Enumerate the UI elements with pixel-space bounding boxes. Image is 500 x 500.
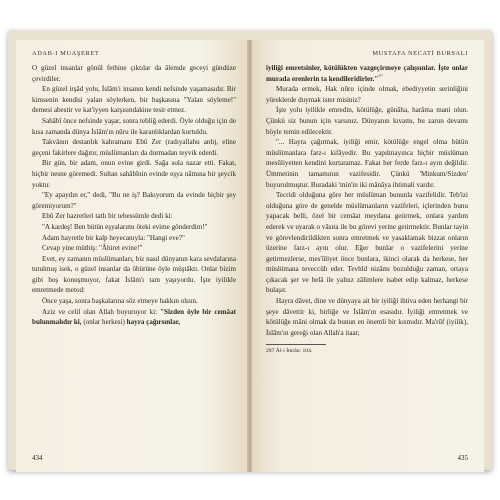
text-segment: Cevap yine müthiş: "Âhiret evine!" [42, 244, 143, 253]
text-segment: Hayra dâvet, dine ve dünyaya ait bir iyiliği ihtiva eden herhangi bir şeye dâvettir ki, birliğe ve İslâm'ın esasıdır. İyiliği emretmek ve kötülüğe mâni olmak da bunun en önemli bir kısmıdır. Ma'rûf (iyilik), İslâm'ın gereği olan Allah'a itaat; [266, 297, 468, 337]
text-segment: Murada ermek, Hak nûru içinde olmak, ebediyyetin serinliğini yüreklerde duymak ister misiniz? [266, 85, 468, 104]
text-segment: Sahâbî önce nefsinde yaşar, sonra tebliğ ederdi. Öyle olduğu için de kısa zamanda dünya İslâm'ın nûru ile karanlıklardan kurtuldu. [32, 116, 236, 136]
right-running-head: MUSTAFA NECATİ BURSALI [372, 50, 468, 57]
left-page-number: 434 [32, 454, 43, 462]
footnote: 297 Âl-i İmrân: 104. [266, 348, 313, 355]
footnote-rule [266, 344, 326, 345]
text-segment: İşte yolu iyilikle emredin, kötülüğe, günâha, harâma mani olun. Çünkü siz bunun için varsınız. Dünyanın kıvamı, bu zarun devamı böyle temin edilecektir. [266, 106, 468, 136]
right-page-number: 435 [457, 454, 468, 462]
text-segment: hayra çağırsınlar, [126, 318, 181, 327]
paragraph [266, 63, 468, 84]
text-segment: Takvânın destanlık kahramanı Ebû Zer (radıyallahu anh), eline geçeni fakirlere dağıtır, müslümanları da durmadan teyvik ederdi. [32, 138, 236, 157]
text-segment: Önce yaşa, sonra başkalarına söz etmeye hakkın olsun. [42, 297, 198, 306]
left-running-head: ADAB-I MUAŞERET [32, 50, 100, 57]
paragraph [32, 222, 236, 233]
paragraph [32, 296, 236, 307]
text-segment: iyiliği emretsinler, kötülükten vazgeçirmeye çalışsınlar. İşte onlar murada erenlerin ta kendileridirler." [266, 64, 468, 83]
right-page-text [266, 63, 468, 338]
text-segment: "... Hayra çağırmak, iyiliği emir, kötülüğe engel olma bütün müslümanlara farz-ı kifâyedir. Bu yapılmayınca hiçbir müslüman mesûliyetten kendini kurtaramaz. Fakat her ferde farz-ı ayın değildir. Ümmetinin tamamının vazifesidir. Çünkü 'Minkum/Sizden' buyurulmuştur. Buradaki 'min'in iki mânâya ihtimali vardır. [266, 138, 468, 189]
left-page-text [32, 63, 236, 328]
text-segment: "Sizden öyle bir cemâat bulunmalıdır ki, [32, 307, 236, 327]
paragraph [32, 254, 236, 296]
paragraph [266, 105, 468, 137]
paragraph [266, 137, 468, 190]
paragraph [32, 137, 236, 158]
footnote-marker: ²⁹⁷ [378, 73, 383, 79]
text-segment: Tecridi olduğuna göre her müslüman bununla vazifelidir. Teb'izi olduğuna göre de genelde müslümanların vazifeleri, içlerinden bunu yapacak belli, özel bir cemâat meydana getirmek, onlara yardım ederek ve uyarak o vâsıta ile bu görevi yerine getirmektir. Bunlar tayin ve görevlendirildikten sonra emretmek ve yasaklamak bizzat onların üzerine farz-ı ayın olur. Eğer bunlar o vazifelerini yerine getirmezlerse, mes'ûliyet önce bunlara, ikinci olarak da herkese, her müslümana teveccüh eder. Tevhîd nizâmı bozulduğu zaman, ortaya çıkacak şer ve belâ ile yalnız zâlimlere isabet edip kalmaz, herkese bulaşır. [266, 191, 468, 295]
text-segment: Adam hayretle bir kalp heyecanıyla: "Hangi eve?" [42, 233, 185, 242]
text-segment: (onlar herkesi) [81, 318, 127, 327]
paragraph [266, 190, 468, 296]
paragraph [266, 296, 468, 338]
paragraph [32, 158, 236, 190]
paragraph [266, 84, 468, 105]
text-segment: Bir gün, bir adam, onun evine girdi. Sağa sola nazar etti. Fakat, hiçbir nesne göremedi. Sultan sahâbînin evinde eşya nâmına bir şeycik yoktu: [32, 159, 236, 189]
text-segment: O güzel insanlar gönül fethine çıktılar da âlemde geceyi gündüze çevirdiler. [32, 64, 236, 83]
paragraph [32, 84, 236, 116]
paragraph [32, 190, 236, 211]
text-segment: "A kardeş! Ben bütün eşyalarımı öteki evime gönderdim!" [42, 222, 208, 231]
right-page [252, 40, 484, 472]
paragraph [32, 233, 236, 244]
paragraph [32, 116, 236, 137]
left-page [16, 40, 248, 472]
text-segment: Ebû Zer hazretleri tatlı bir tebessümle dedi ki: [42, 212, 173, 221]
text-segment: En güzel irşâd yolu, İslâm'ı insanın kendi nefsinde yaşamasıdır. Bir kimsenin kendisi yalan söylerken, bir başkasına "Yalan söyleme!" demesi abestir ve kat'iyyen karşısındakine tesir etmez. [32, 85, 236, 115]
paragraph [32, 211, 236, 222]
text-segment: Aziz ve celil olan Allah buyuruyor ki: [42, 307, 161, 316]
paragraph [32, 307, 236, 328]
text-segment: Evet, ey zamanın müslümanları, biz nasıl dünyanın kara sevdalarına tutulmuş isek, o güzel insanlar da öbürüne öyle müştâktı. Onlar bizim gibi boş konuşmuyor, fakat İslâm'ı tam yaşıyordu. İşte iyilikle emretmede metod: [32, 254, 236, 295]
paragraph [32, 243, 236, 254]
text-segment: "Ey apaydın er," dedi, "Bu ne iş? Bakıyorum da evinde hiçbir şey göremiyorum?" [32, 191, 236, 210]
paragraph [32, 63, 236, 84]
